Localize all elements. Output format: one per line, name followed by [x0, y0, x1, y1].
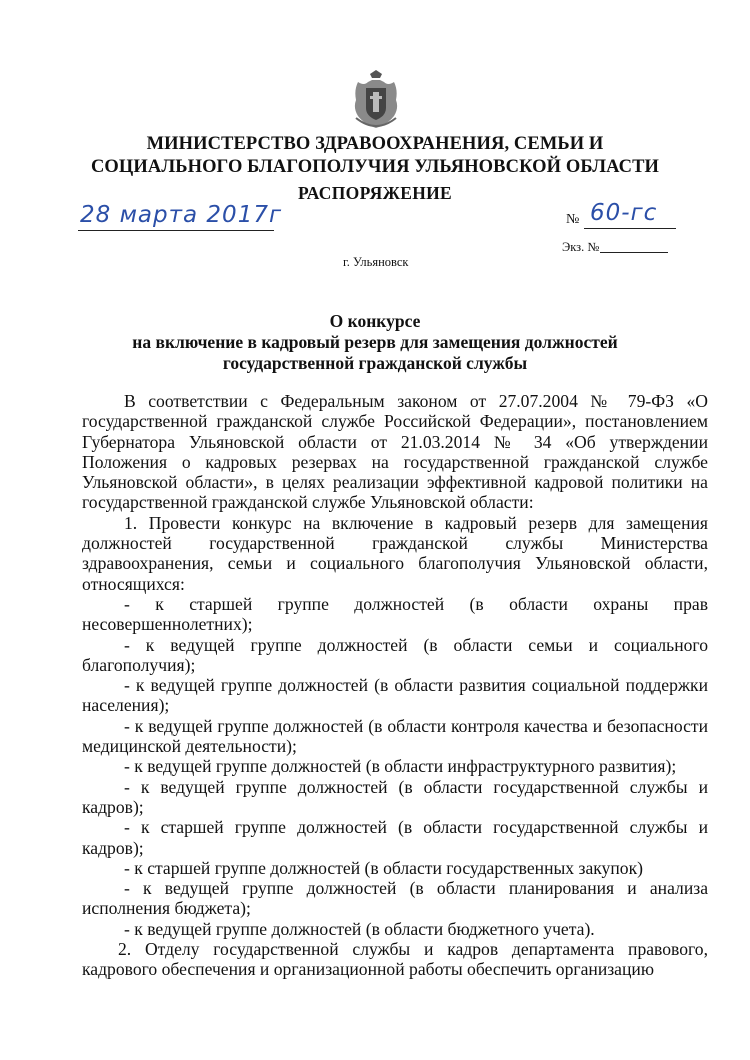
- number-label: №: [566, 212, 580, 227]
- subitem-7: - к старшей группе должностей (в области государственной службы и кадров);: [82, 817, 708, 858]
- item-1: 1. Провести конкурс на включение в кадровый резерв для замещения должностей государственной гражданской службы Министерства здравоохранения, семьи и социального благополучия Ульяновской области, относящихся:: [82, 512, 708, 594]
- subitem-9: - к ведущей группе должностей (в области планирования и анализа исполнения бюджета);: [82, 878, 708, 919]
- subitem-4: - к ведущей группе должностей (в области контроля качества и безопасности медицинской деятельности);: [82, 715, 708, 757]
- subitem-8: - к старшей группе должностей (в области государственных закупок): [124, 857, 643, 878]
- handwritten-number: 60-гс: [590, 200, 658, 226]
- ministry-name-line2: СОЦИАЛЬНОГО БЛАГОПОЛУЧИЯ УЛЬЯНОВСКОЙ ОБЛАСТИ: [90, 157, 660, 177]
- title-line3: государственной гражданской службы: [222, 353, 528, 373]
- copy-number-label: Экз. №: [562, 240, 600, 254]
- city: г. Ульяновск: [343, 255, 409, 269]
- title-line2: на включение в кадровый резерв для замещения должностей: [132, 332, 618, 352]
- intro-paragraph: В соответствии с Федеральным законом от 27.07.2004 № 79-ФЗ «О государственной гражданской службе Российской Федерации», постановлением Губернатора Ульяновской области от 21.03.2014 № 34 «Об утверждении Положения о кадровых резервах на государственной гражданской службе Ульяновской области», в целях реализации эффективной кадровой политики на государственной гражданской службе Ульяновской области:: [82, 391, 708, 513]
- subitem-6: - к ведущей группе должностей (в области государственной службы и кадров);: [82, 776, 708, 817]
- number-underline: [584, 228, 676, 229]
- document-body: [82, 391, 708, 980]
- ministry-name-line1: МИНИСТЕРСТВО ЗДРАВООХРАНЕНИЯ, СЕМЬИ И: [146, 134, 604, 154]
- copy-number-underline: [600, 252, 668, 253]
- subitem-3: - к ведущей группе должностей (в области развития социальной поддержки населения);: [82, 675, 708, 716]
- item-2: 2. Отделу государственной службы и кадров департамента правового, кадрового обеспечения и организационной работы обеспечить организацию: [82, 939, 708, 980]
- subitem-5: - к ведущей группе должностей (в области инфраструктурного развития);: [124, 756, 677, 777]
- coat-of-arms-emblem: [350, 68, 402, 132]
- subitem-10: - к ведущей группе должностей (в области бюджетного учета).: [124, 918, 595, 939]
- title-line1: О конкурсе: [329, 311, 421, 331]
- subitem-1: - к старшей группе должностей (в области охраны прав несовершеннолетних);: [82, 593, 708, 635]
- handwritten-date: 28 марта 2017г: [80, 202, 283, 228]
- date-underline: [78, 230, 274, 231]
- document-type: РАСПОРЯЖЕНИЕ: [297, 183, 452, 203]
- subitem-2: - к ведущей группе должностей (в области семьи и социального благополучия);: [82, 634, 708, 675]
